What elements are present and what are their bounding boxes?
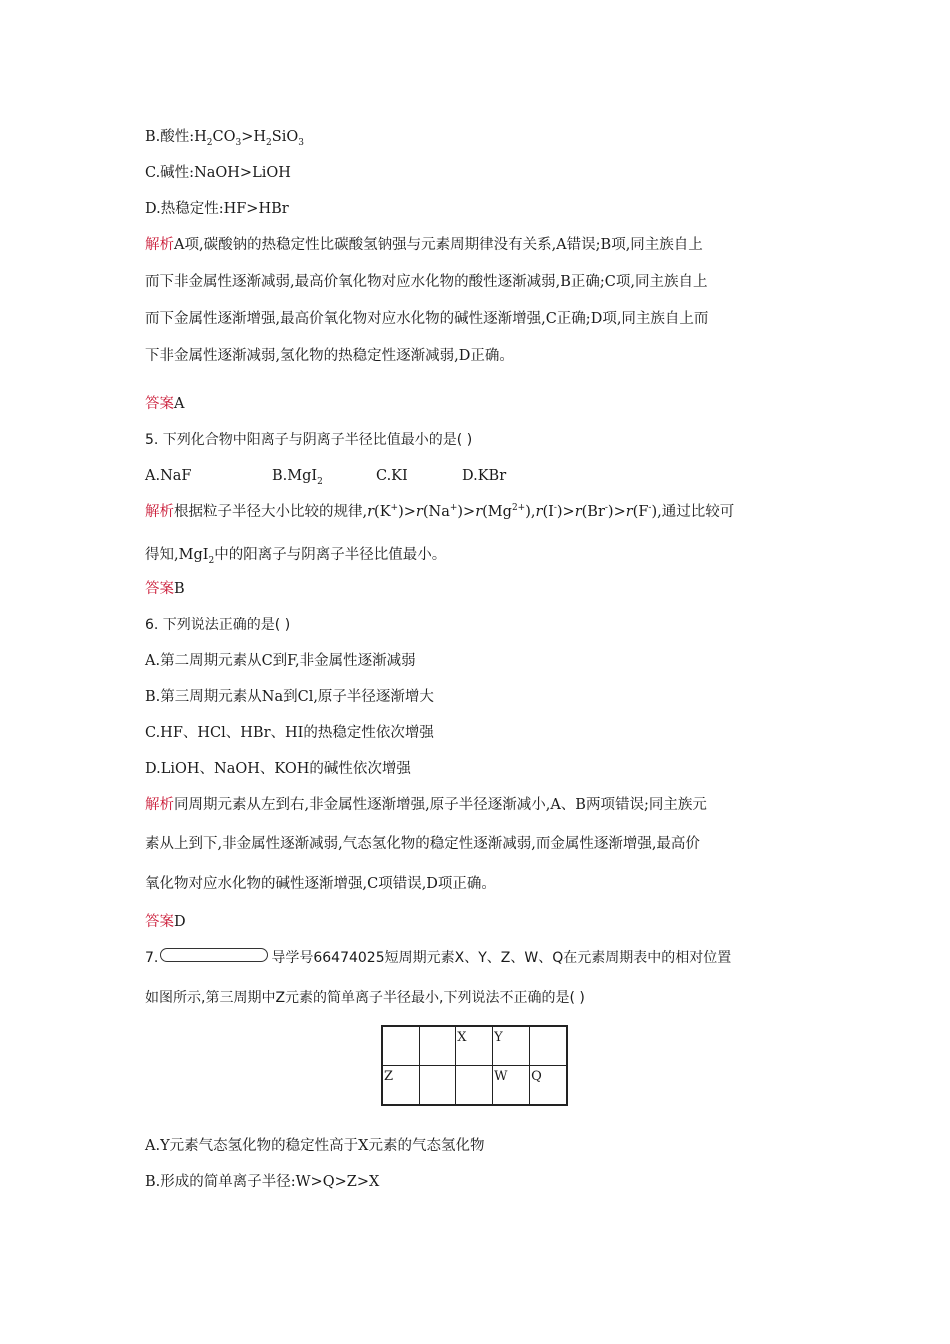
periodic-table-fragment: [381, 1025, 568, 1106]
table-row: [382, 1026, 567, 1066]
table-cell: Y: [493, 1026, 530, 1066]
answer-label: 答案: [145, 914, 174, 930]
q5-analysis-line-1: 解析根据粒子半径大小比较的规律$,r(K^+)>r(Na^+)>r(Mg^{2+}),r(I^-)>r(Br^-)>r(F^-)$,通过比较可: [145, 503, 735, 520]
q5-answer: [145, 579, 185, 599]
q6-analysis-line-1: 解析同周期元素从左到右,非金属性逐渐增强,原子半径逐渐减小,A、B两项错误;同主族元: [145, 797, 707, 813]
q4-option-b: B.酸性$:H_2CO_3>H_2SiO_3$: [145, 129, 304, 148]
guide-number-badge: [160, 948, 268, 962]
table-cell: Q: [530, 1066, 567, 1106]
answer-label: 答案: [145, 581, 174, 597]
q4-analysis-line-4: 下非金属性逐渐减弱,氢化物的热稳定性逐渐减弱,D正确。: [145, 348, 514, 364]
answer-value: A: [174, 396, 185, 412]
q5-option-d: D.KBr: [462, 468, 507, 484]
answer-value: D: [174, 914, 186, 930]
q6-option-a: A.第二周期元素从C到F,非金属性逐渐减弱: [145, 653, 416, 669]
q5-option-c: C.KI: [376, 468, 408, 484]
answer-value: B: [174, 581, 185, 597]
radius-symbol: r: [574, 504, 582, 520]
table-cell: Z: [382, 1066, 419, 1106]
q7-option-a: A.Y元素气态氢化物的稳定性高于X元素的气态氢化物: [145, 1138, 485, 1154]
table-cell: W: [493, 1066, 530, 1106]
q5-option-b: B.MgI$_2$: [272, 468, 323, 487]
q7-number: 7.: [145, 950, 159, 966]
q5-analysis-line-2: 得知,MgI$_2$中的阳离子与阴离子半径比值最小。: [145, 547, 447, 566]
table-cell: [419, 1066, 455, 1106]
q4-analysis-line-3: 而下金属性逐渐增强,最高价氧化物对应水化物的碱性逐渐增强,C正确;D项,同主族自上而: [145, 311, 709, 327]
q6-option-d: D.LiOH、NaOH、KOH的碱性依次增强: [145, 761, 411, 777]
q6-option-c: C.HF、HCl、HBr、HI的热稳定性依次增强: [145, 725, 434, 741]
table-cell: [419, 1026, 455, 1066]
table-cell: [530, 1026, 567, 1066]
table-cell: X: [456, 1026, 493, 1066]
analysis-label: 解析: [145, 504, 174, 520]
radius-symbol: r: [367, 504, 375, 520]
q6-stem: 6. 下列说法正确的是( ): [145, 617, 291, 633]
q6-answer: [145, 912, 186, 932]
analysis-label: 解析: [145, 797, 174, 813]
answer-label: 答案: [145, 396, 174, 412]
q4-analysis-line-2: 而下非金属性逐渐减弱,最高价氧化物对应水化物的酸性逐渐减弱,B正确;C项,同主族自上: [145, 274, 708, 290]
radius-symbol: r: [415, 504, 423, 520]
analysis-label: 解析: [145, 237, 174, 253]
radius-symbol: r: [625, 504, 633, 520]
radius-symbol: r: [475, 504, 483, 520]
q6-analysis-line-2: 素从上到下,非金属性逐渐减弱,气态氢化物的稳定性逐渐减弱,而金属性逐渐增强,最高价: [145, 836, 700, 852]
q7-stem-line-1: 7. 导学号66474025短周期元素X、Y、Z、W、Q在元素周期表中的相对位置: [145, 950, 732, 966]
radius-symbol: r: [535, 504, 543, 520]
q4-analysis-line-1: 解析A项,碳酸钠的热稳定性比碳酸氢钠强与元素周期律没有关系,A错误;B项,同主族自上: [145, 237, 703, 253]
table-cell: [382, 1026, 419, 1066]
q4-option-c: C.碱性:NaOH>LiOH: [145, 165, 291, 181]
table-row: [382, 1066, 567, 1106]
q6-option-b: B.第三周期元素从Na到Cl,原子半径逐渐增大: [145, 689, 434, 705]
radius-inequality: $r(K^+)>r(Na^+)>r(Mg^{2+}),r(I^-)>r(Br^-)>r(F^-)$: [367, 503, 658, 520]
q6-analysis-line-3: 氧化物对应水化物的碱性逐渐增强,C项错误,D项正确。: [145, 876, 496, 892]
q5-option-a: A.NaF: [145, 468, 192, 484]
q5-options: [145, 466, 506, 486]
q7-stem-line-2: 如图所示,第三周期中Z元素的简单离子半径最小,下列说法不正确的是( ): [145, 990, 585, 1006]
q4-option-d: D.热稳定性:HF>HBr: [145, 201, 289, 217]
q7-option-b: B.形成的简单离子半径:W>Q>Z>X: [145, 1174, 380, 1190]
table-cell: [456, 1066, 493, 1106]
q4-answer: [145, 394, 184, 414]
q5-stem: 5. 下列化合物中阳离子与阴离子半径比值最小的是( ): [145, 432, 473, 448]
